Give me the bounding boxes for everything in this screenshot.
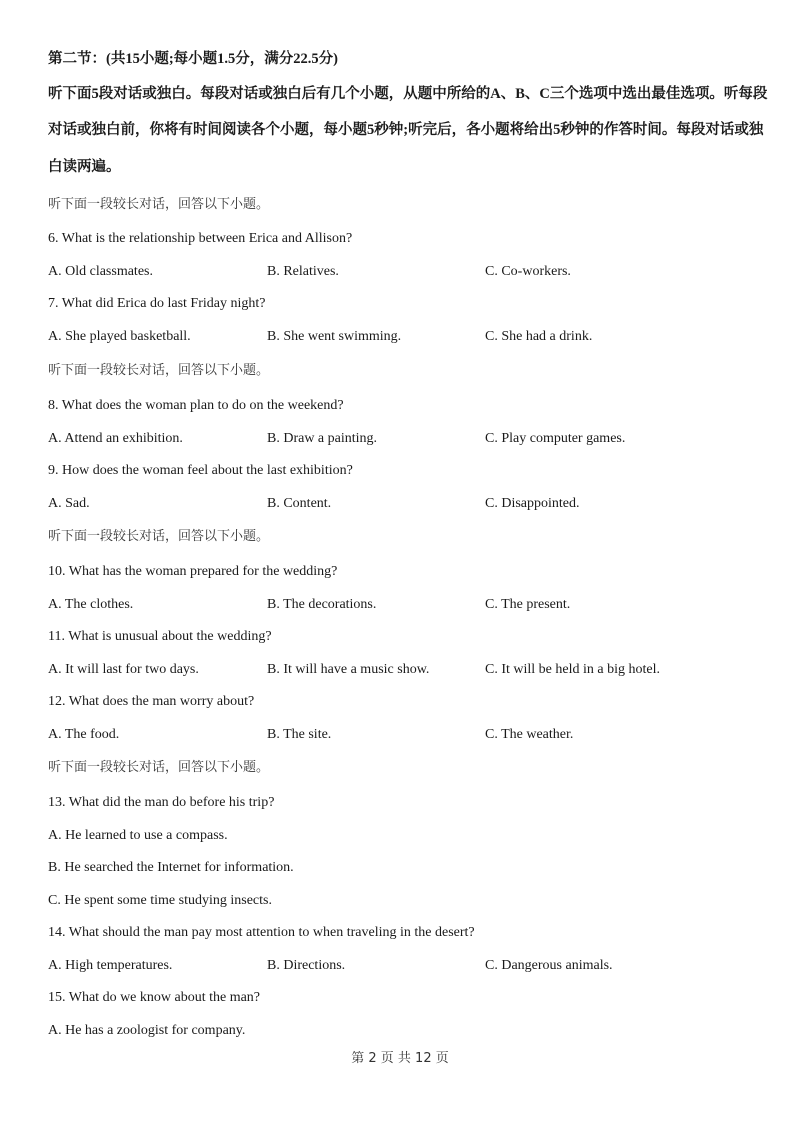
instructions-line-3: 白读两遍。: [48, 159, 121, 175]
question-6: 6. What is the relationship between Erica and Allison?: [48, 231, 353, 246]
question-9-option-c: C. Disappointed.: [485, 496, 580, 511]
question-13-option-b: B. He searched the Internet for information.: [48, 860, 294, 875]
question-15: 15. What do we know about the man?: [48, 990, 261, 1005]
question-13-option-a: A. He learned to use a compass.: [48, 828, 228, 843]
question-13-option-c: C. He spent some time studying insects.: [48, 893, 272, 908]
question-14-option-a: A. High temperatures.: [48, 958, 173, 973]
question-11-option-a: A. It will last for two days.: [48, 662, 199, 677]
question-13: 13. What did the man do before his trip?: [48, 795, 275, 810]
question-7-option-b: B. She went swimming.: [267, 329, 402, 344]
question-10-option-b: B. The decorations.: [267, 597, 377, 612]
question-9-option-b: B. Content.: [267, 496, 332, 511]
question-11: 11. What is unusual about the wedding?: [48, 629, 272, 644]
question-8-option-c: C. Play computer games.: [485, 431, 626, 446]
instructions-line-2: 对话或独白前，你将有时间阅读各个小题，每小题5秒钟;听完后，各小题将给出5秒钟的作答时间。每段对话或独: [48, 122, 764, 138]
question-11-option-b: B. It will have a music show.: [267, 662, 430, 677]
question-11-option-c: C. It will be held in a big hotel.: [485, 662, 660, 677]
question-8: 8. What does the woman plan to do on the weekend?: [48, 398, 344, 413]
question-6-option-c: C. Co-workers.: [485, 264, 571, 279]
directive-4: 听下面一段较长对话，回答以下小题。: [48, 760, 270, 775]
directive-2: 听下面一段较长对话，回答以下小题。: [48, 363, 270, 378]
question-15-option-a: A. He has a zoologist for company.: [48, 1023, 246, 1038]
question-7: 7. What did Erica do last Friday night?: [48, 296, 266, 311]
directive-1: 听下面一段较长对话，回答以下小题。: [48, 197, 270, 212]
question-8-option-a: A. Attend an exhibition.: [48, 431, 183, 446]
question-6-option-b: B. Relatives.: [267, 264, 339, 279]
instructions-line-1: 听下面5段对话或独白。每段对话或独白后有几个小题，从题中所给的A、B、C三个选项中选出最佳选项。听每段: [48, 86, 768, 102]
question-9-option-a: A. Sad.: [48, 496, 90, 511]
question-10-option-c: C. The present.: [485, 597, 571, 612]
directive-3: 听下面一段较长对话，回答以下小题。: [48, 529, 270, 544]
question-12-option-c: C. The weather.: [485, 727, 574, 742]
question-14-option-b: B. Directions.: [267, 958, 346, 973]
question-12-option-a: A. The food.: [48, 727, 120, 742]
question-14: 14. What should the man pay most attention to when traveling in the desert?: [48, 925, 475, 940]
question-9: 9. How does the woman feel about the last exhibition?: [48, 463, 353, 478]
question-10-option-a: A. The clothes.: [48, 597, 134, 612]
question-14-option-c: C. Dangerous animals.: [485, 958, 613, 973]
question-10: 10. What has the woman prepared for the wedding?: [48, 564, 338, 579]
question-7-option-a: A. She played basketball.: [48, 329, 191, 344]
page-footer: 第 2 页 共 12 页: [351, 1051, 449, 1066]
question-12-option-b: B. The site.: [267, 727, 332, 742]
question-8-option-b: B. Draw a painting.: [267, 431, 378, 446]
question-6-option-a: A. Old classmates.: [48, 264, 153, 279]
section-title: 第二节：(共15小题;每小题1.5分，满分22.5分): [48, 51, 338, 67]
question-12: 12. What does the man worry about?: [48, 694, 255, 709]
question-7-option-c: C. She had a drink.: [485, 329, 593, 344]
